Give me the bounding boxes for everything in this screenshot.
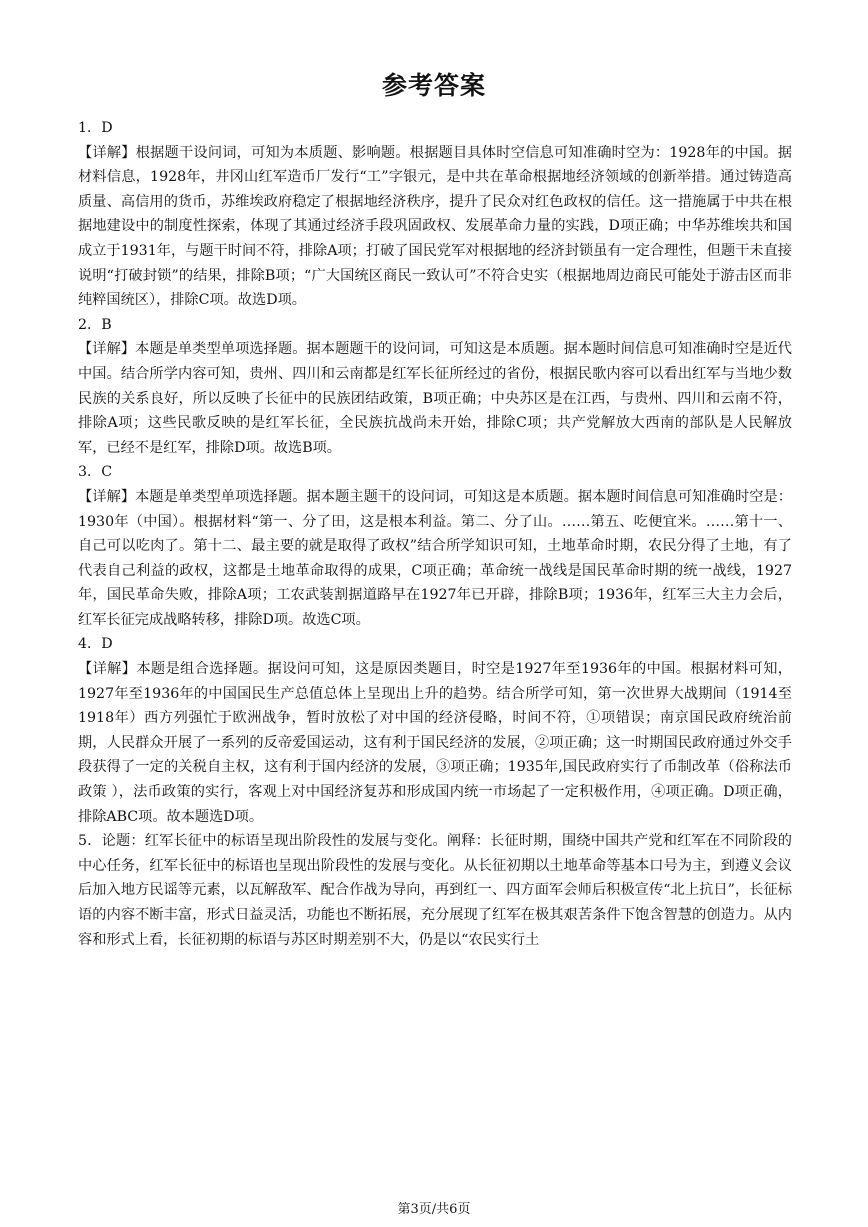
question-1-explanation [78,141,792,313]
question-2-explanation [78,337,792,460]
question-2-text: 本题是单类型单项选择题。据本题题干的设问词，可知这是本质题。据本题时间信息可知准确时空是近代中国。结合所学内容可知，贵州、四川和云南都是红军长征所经过的省份，根据民歌内容可以看出红军与当地少数民族的关系良好，所以反映了长征中的民族团结政策，B项正确；中央苏区是在江西，与贵州、四川和云南不符，排除A项；这些民歌反映的是红军长征，全民族抗战尚未开始，排除C项；共产党解放大西南的部队是人民解放军，已经不是红军，排除D项。故选B项。 [78,341,792,456]
page-footer: 第3页/共6页 [397,1202,471,1217]
question-3-text: 本题是单类型单项选择题。据本题主题干的设问词，可知这是本质题。据本题时间信息可知准确时空是：1930年（中国）。根据材料“第一、分了田，这是根本利益。第二、分了山。……第五、吃便宜米。……第十一、自己可以吃肉了。第十二、最主要的就是取得了政权”结合所学知识可知，土地革命时期，农民分得了土地，有了代表自己利益的政权，这都是土地革命取得的成果，C项正确；革命统一战线是国民革命时期的统一战线，1927年，国民革命失败，排除A项；工农武装割据道路早在1927年已开辟，排除B项；1936年，红军三大主力会后，红军长征完成战略转移，排除D项。故选C项。 [78,488,792,628]
question-4-number: 4．D [78,636,113,653]
question-1-tag: 【详解】 [78,144,136,161]
question-1-text: 根据题干设问词，可知为本质题、影响题。根据题目具体时空信息可知准确时空为：1928年的中国。据材料信息，1928年，井冈山红军造币厂发行“工”字银元，是中共在革命根据地经济领域的创新举措。通过铸造高质量、高信用的货币，苏维埃政府稳定了根据地经济秩序，提升了民众对红色政权的信任。这一措施属于中共在根据地建设中的制度性探索，体现了其通过经济手段巩固政权、发展革命力量的实践，D项正确；中华苏维埃共和国成立于1931年，与题干时间不符，排除A项；打破了国民党军对根据地的经济封锁虽有一定合理性，但题干未直接说明“打破封锁”的结果，排除B项；“广大国统区商民一致认可”不符合史实（根据地周边商民可能处于游击区而非纯粹国统区），排除C项。故选D项。 [78,144,792,309]
question-5-explanation [78,829,792,952]
question-3-number: 3．C [78,464,113,481]
question-4-tag: 【详解】 [78,661,137,678]
answer-content [78,116,792,952]
question-2-number: 2．B [78,316,112,333]
question-1-number: 1．D [78,120,113,136]
page-title: 参考答案 [381,71,486,100]
question-2-tag: 【详解】 [78,341,136,358]
question-3-explanation [78,485,792,633]
question-3-tag: 【详解】 [78,488,136,505]
question-4-text: 本题是组合选择题。据设问可知，这是原因类题目，时空是1927年至1936年的中国。根据材料可知，1927年至1936年的中国国民生产总值总体上呈现出上升的趋势。结合所学可知，第一次世界大战期间（1914至1918年）西方列强忙于欧洲战争，暂时放松了对中国的经济侵略，时间不符，①项错误；南京国民政府统治前期，人民群众开展了一系列的反帝爱国运动，这有利于国民经济的发展，②项正确；这一时期国民政府通过外交手段获得了一定的关税自主权，这有利于国内经济的发展，③项正确；1935年,国民政府实行了币制改革（俗称法币政策 ），法币政策的实行，客观上对中国经济复苏和形成国内统一市场起了一定积极作用，④项正确。D项正确，排除ABC项。故本题选D项。 [78,661,792,825]
question-4-explanation [78,657,792,829]
question-5-text: 5．论题：红军长征中的标语呈现出阶段性的发展与变化。阐释：长征时期，围绕中国共产党和红军在不同阶段的中心任务，红军长征中的标语也呈现出阶段性的发展与变化。从长征初期以土地革命等基本口号为主，到遵义会议后加入地方民谣等元素，以瓦解敌军、配合作战为导向，再到红一、四方面军会师后积极宣传“北上抗日”，长征标语的内容不断丰富，形式日益灵活，功能也不断拓展，充分展现了红军在极其艰苦条件下饱含智慧的创造力。从内容和形式上看，长征初期的标语与苏区时期差别不大，仍是以“农民实行土 [78,833,792,948]
